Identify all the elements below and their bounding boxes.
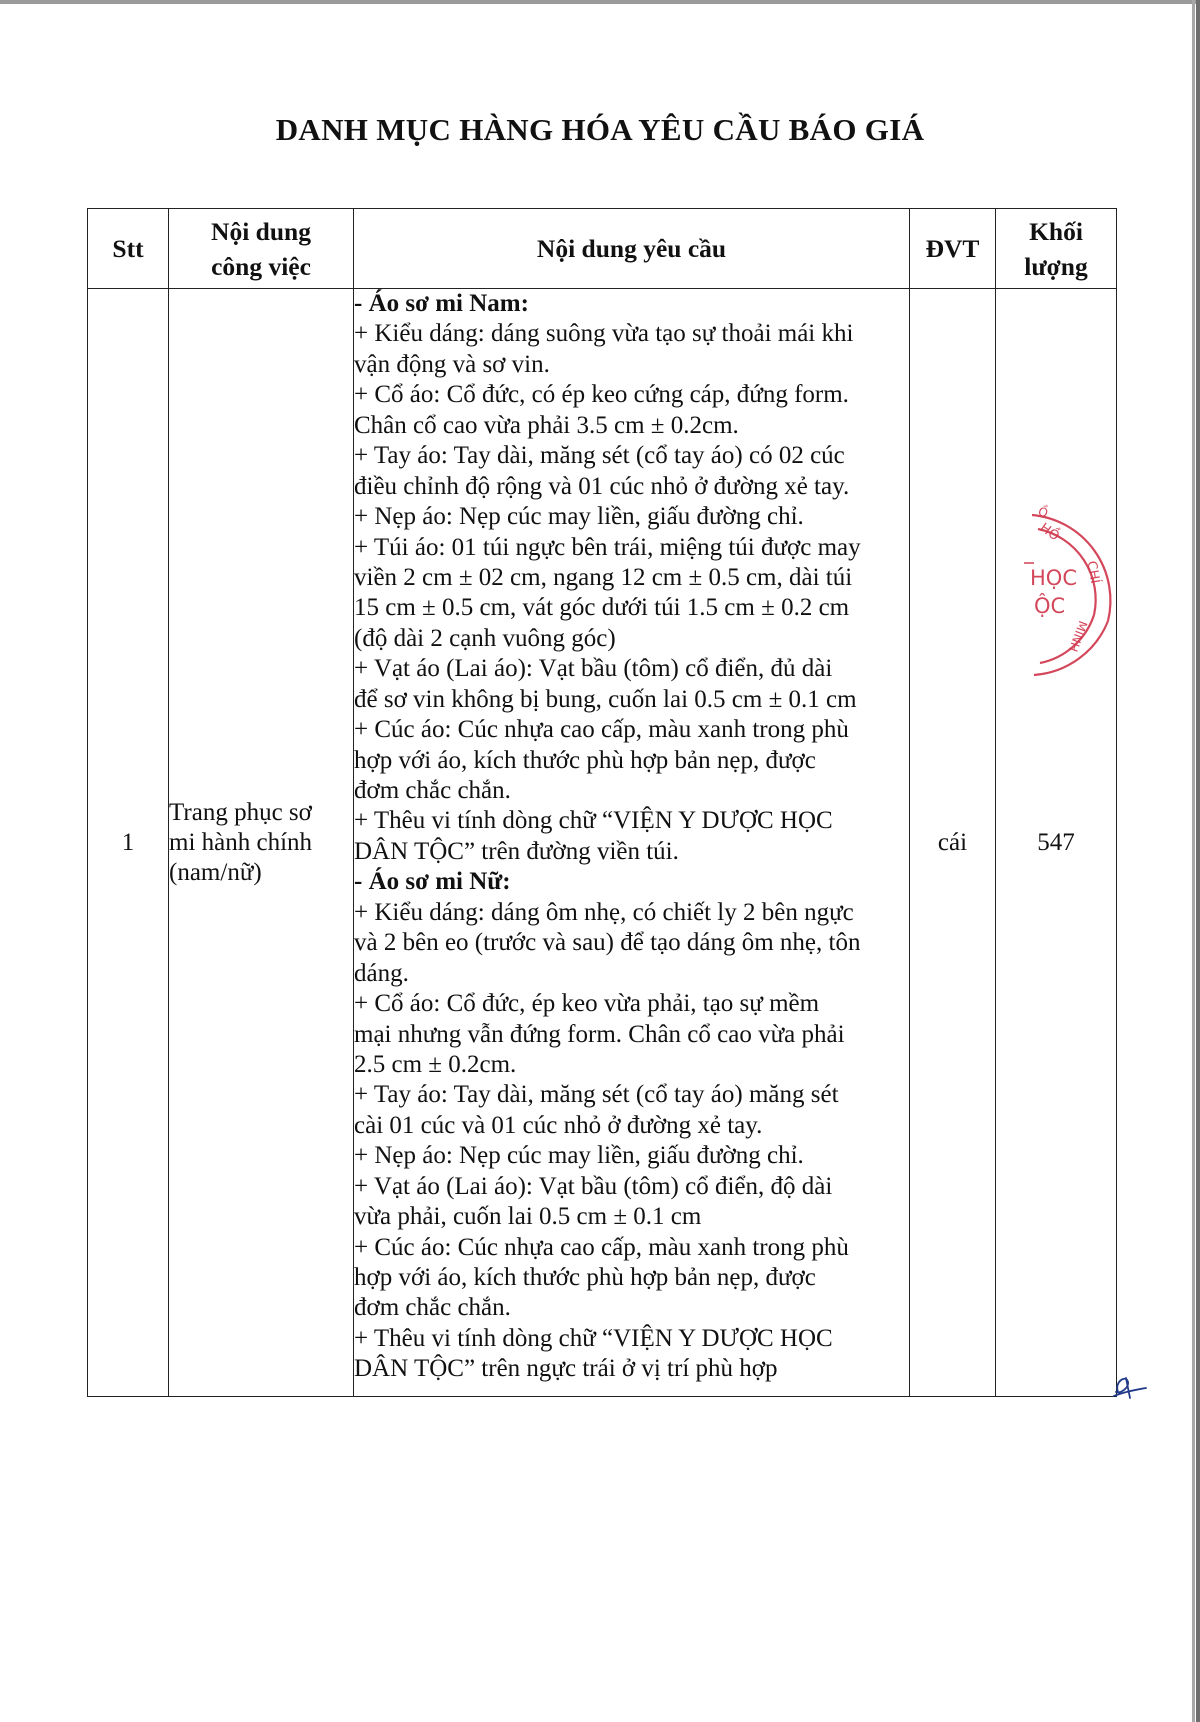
row-unit: cái [910, 289, 996, 1397]
requirement-line: vận động và sơ vin. [354, 350, 550, 378]
requirement-line: + Kiểu dáng: dáng suông vừa tạo sự thoải mái khi [354, 320, 854, 348]
requirement-line: + Cổ áo: Cổ đức, có ép keo cứng cáp, đứng form. [354, 381, 849, 409]
requirement-line: + Thêu vi tính dòng chữ “VIỆN Y DƯỢC HỌC [354, 1324, 833, 1352]
header-task-line: Nội dung [211, 216, 311, 246]
row-quantity: 547 [996, 289, 1117, 1397]
scan-edge-top [0, 0, 1200, 4]
row-requirements [354, 289, 910, 1397]
scan-edge-right-dark [1196, 0, 1200, 1722]
header-task-line: công việc [211, 251, 311, 281]
stamp-text: Ồ [1036, 504, 1050, 521]
document-title: DANH MỤC HÀNG HÓA YÊU CẦU BÁO GIÁ [275, 112, 925, 147]
header-quantity-line: lượng [1024, 251, 1088, 281]
requirement-line: + Cúc áo: Cúc nhựa cao cấp, màu xanh trong phù [354, 1233, 849, 1261]
requirement-lines [354, 289, 909, 1385]
stamp-text: MINH [1065, 618, 1090, 654]
requirement-line: + Tay áo: Tay dài, măng sét (cổ tay áo) có 02 cúc [354, 442, 845, 470]
header-unit: ĐVT [910, 209, 996, 289]
requirement-line: đơm chắc chắn. [354, 777, 511, 804]
requirement-line: dáng. [354, 959, 409, 987]
requirement-line: Chân cổ cao vừa phải 3.5 cm ± 0.2cm. [354, 411, 739, 439]
task-lines [169, 798, 353, 888]
header-quantity [996, 209, 1117, 289]
requirement-line: cài 01 cúc và 01 cúc nhỏ ở đường xẻ tay. [354, 1111, 763, 1139]
requirement-line: điều chỉnh độ rộng và 01 cúc nhỏ ở đường xẻ tay. [354, 472, 850, 500]
requirement-line: + Nẹp áo: Nẹp cúc may liền, giấu đường chỉ. [354, 503, 804, 531]
initials-signature [1112, 1372, 1148, 1404]
task-line: mi hành chính [169, 828, 313, 856]
stamp-text: HỌC [1030, 566, 1077, 590]
requirement-line: DÂN TỘC” trên đường viền túi. [354, 837, 679, 865]
requirement-line: + Cúc áo: Cúc nhựa cao cấp, màu xanh trong phù [354, 716, 849, 744]
row-task [169, 289, 354, 1397]
requirement-line: + Tay áo: Tay dài, măng sét (cổ tay áo) măng sét [354, 1081, 839, 1109]
header-task [169, 209, 354, 289]
requirement-line: mại nhưng vẫn đứng form. Chân cổ cao vừa phải [354, 1020, 845, 1048]
requirement-line: 2.5 cm ± 0.2cm. [354, 1050, 517, 1078]
header-requirements: Nội dung yêu cầu [354, 209, 910, 289]
header-stt: Stt [88, 209, 169, 289]
requirement-line: + Nẹp áo: Nẹp cúc may liền, giấu đường chỉ. [354, 1142, 804, 1170]
requirement-line: (độ dài 2 cạnh vuông góc) [354, 624, 616, 652]
table-row [88, 289, 1117, 1397]
requirement-line: viền 2 cm ± 02 cm, ngang 12 cm ± 0.5 cm, dài túi [354, 563, 853, 591]
header-quantity-line: Khối [1029, 216, 1083, 246]
requirement-line: + Kiểu dáng: dáng ôm nhẹ, có chiết ly 2 bên ngực [354, 898, 854, 926]
table-header-row [88, 209, 1117, 289]
requirement-line: + Cổ áo: Cổ đức, ép keo vừa phải, tạo sự mềm [354, 990, 820, 1018]
task-line: (nam/nữ) [169, 858, 262, 886]
requirement-heading: - Áo sơ mi Nữ: [354, 868, 511, 896]
requirement-line: + Túi áo: 01 túi ngực bên trái, miệng túi được may [354, 533, 861, 561]
requirement-line: 15 cm ± 0.5 cm, vát góc dưới túi 1.5 cm ± 0.2 cm [354, 594, 850, 622]
stamp-text: ỘC [1034, 594, 1066, 618]
requirement-heading: - Áo sơ mi Nam: [354, 290, 529, 317]
requirement-line: và 2 bên eo (trước và sau) để tạo dáng ôm nhẹ, tôn [354, 929, 861, 957]
stamp-text: HỒ [1036, 520, 1062, 545]
requirement-line: vừa phải, cuốn lai 0.5 cm ± 0.1 cm [354, 1203, 702, 1231]
task-line: Trang phục sơ [169, 798, 312, 826]
requirement-line: hợp với áo, kích thước phù hợp bản nẹp, được [354, 746, 816, 774]
requirement-line: hợp với áo, kích thước phù hợp bản nẹp, được [354, 1264, 816, 1291]
quotation-table [87, 208, 1117, 1397]
requirement-line: + Vạt áo (Lai áo): Vạt bầu (tôm) cổ điển, độ dài [354, 1172, 833, 1200]
requirement-line: đơm chắc chắn. [354, 1294, 511, 1322]
red-seal-stamp [1024, 503, 1124, 695]
requirement-line: + Thêu vi tính dòng chữ “VIỆN Y DƯỢC HỌC [354, 807, 833, 835]
requirement-line: DÂN TỘC” trên ngực trái ở vị trí phù hợp [354, 1355, 778, 1383]
scan-edge-right [1192, 0, 1195, 1722]
requirement-line: để sơ vin không bị bung, cuốn lai 0.5 cm ± 0.1 cm [354, 685, 857, 713]
requirement-line: + Vạt áo (Lai áo): Vạt bầu (tôm) cổ điển, đủ dài [354, 655, 833, 683]
stamp-text: CHÍ [1083, 559, 1103, 585]
row-stt: 1 [88, 289, 169, 1397]
